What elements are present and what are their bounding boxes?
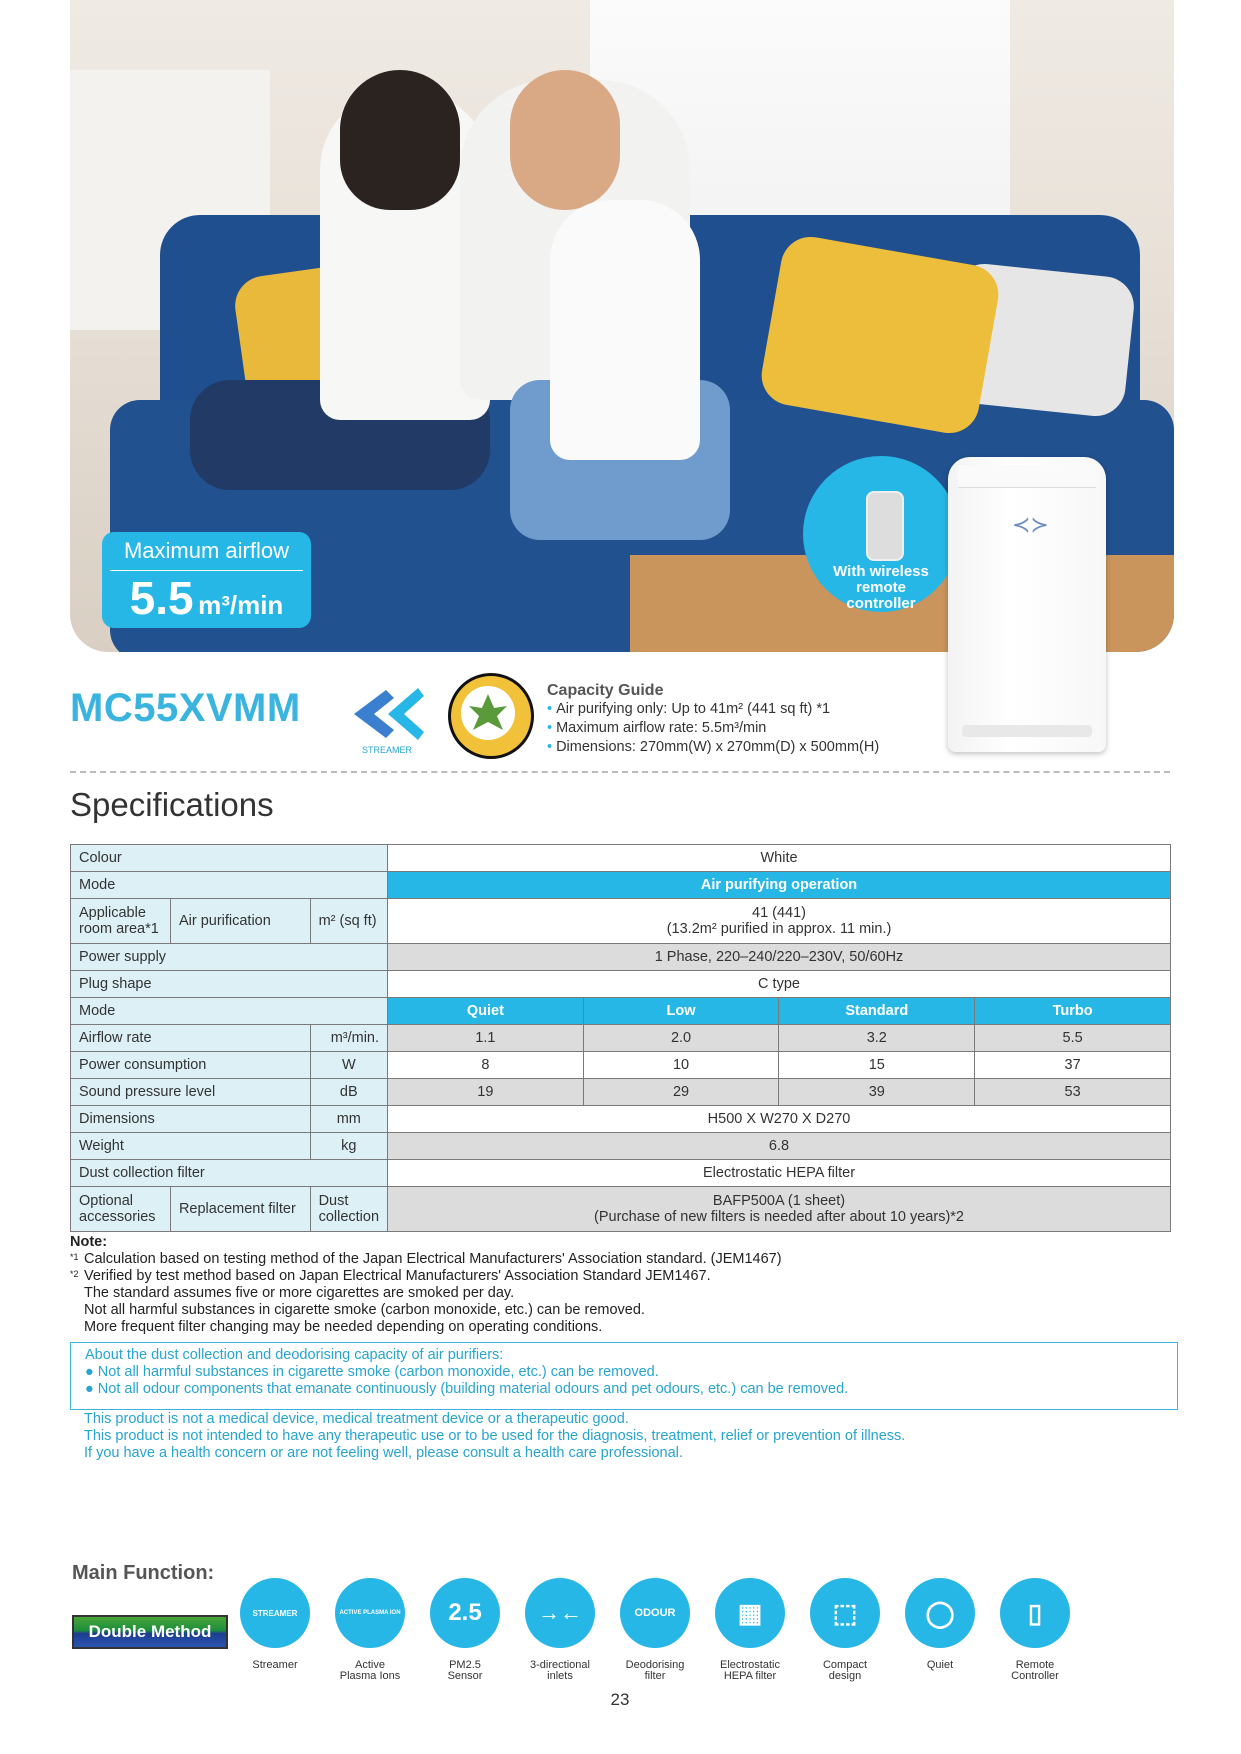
disclaimer-line: This product is not a medical device, medical treatment device or a therapeutic good.	[84, 1411, 629, 1427]
notes-title: Note:	[70, 1234, 108, 1250]
disclaimer-line: If you have a health concern or are not feeling well, please consult a health care professional.	[84, 1445, 683, 1461]
table-row	[71, 899, 1171, 944]
streamer-logo	[346, 676, 428, 756]
note-2-line: More frequent filter changing may be needed depending on operating conditions.	[84, 1319, 603, 1335]
table-row	[71, 1187, 1171, 1232]
feature-streamer	[225, 1578, 325, 1671]
row-unit: dB	[310, 1079, 387, 1106]
cell: 1.1	[388, 1025, 584, 1052]
dashed-divider	[70, 771, 1170, 773]
table-row	[71, 872, 1171, 899]
svg-text:STREAMER: STREAMER	[361, 745, 413, 755]
feature-electrostatic-hepa-filter	[700, 1578, 800, 1682]
remote-controller-icon: ▯	[1000, 1578, 1070, 1648]
row-unit: m² (sq ft)	[310, 899, 387, 944]
table-row	[71, 971, 1171, 998]
feature-compact-design	[795, 1578, 895, 1682]
row-value: 6.8	[388, 1133, 1171, 1160]
note-2-line: Not all harmful substances in cigarette smoke (carbon monoxide, etc.) can be removed.	[84, 1302, 645, 1318]
row-unit: m³/min.	[310, 1025, 387, 1052]
table-row	[71, 1106, 1171, 1133]
feature-quiet	[890, 1578, 990, 1671]
child	[550, 200, 700, 460]
feature-caption: Active Plasma Ions	[339, 1659, 401, 1682]
cell: 19	[388, 1079, 584, 1106]
row-sublabel: Replacement filter	[170, 1187, 310, 1232]
streamer-icon: STREAMER	[240, 1578, 310, 1648]
remote-text	[803, 564, 959, 612]
table-row	[71, 1052, 1171, 1079]
table-row	[71, 1160, 1171, 1187]
feature-caption: Compact design	[822, 1659, 868, 1682]
feature-remote-controller	[985, 1578, 1085, 1682]
dust-collection-notice	[70, 1342, 1178, 1410]
feature-caption: Deodorising filter	[625, 1659, 685, 1682]
remote-controller-bubble	[803, 456, 959, 612]
row-value	[388, 899, 1171, 944]
row-value: White	[388, 845, 1171, 872]
row-label: Dimensions	[71, 1106, 311, 1133]
note-1: *1 Calculation based on testing method of the Japan Electrical Manufacturers' Association standard. (JEM1467)	[70, 1251, 782, 1267]
specifications-table	[70, 844, 1171, 1232]
row-value: 1 Phase, 220–240/220–230V, 50/60Hz	[388, 944, 1171, 971]
table-row	[71, 1025, 1171, 1052]
remote-text-line: With wireless	[833, 563, 929, 580]
airflow-unit: m³/min	[198, 590, 284, 620]
notice-title: About the dust collection and deodorising capacity of air purifiers:	[85, 1347, 504, 1363]
max-airflow-badge	[102, 532, 311, 628]
row-sublabel: Dust collection	[310, 1187, 387, 1232]
feature-active-plasma-ions	[320, 1578, 420, 1682]
capacity-title: Capacity Guide	[547, 682, 664, 699]
remote-icon	[866, 491, 904, 561]
allergy-seal-icon	[448, 673, 534, 759]
mode-header: Quiet	[388, 998, 584, 1025]
notice-bullet: ● Not all odour components that emanate continuously (building material odours and pet odours, etc.) can be removed.	[85, 1381, 849, 1397]
table-row	[71, 845, 1171, 872]
row-label: Power supply	[71, 944, 388, 971]
hepa-filter-icon: ▦	[715, 1578, 785, 1648]
opt-value: BAFP500A (1 sheet)	[712, 1193, 846, 1209]
cell: 29	[583, 1079, 779, 1106]
row-label: Plug shape	[71, 971, 388, 998]
main-function-title: Main Function:	[72, 1562, 215, 1584]
cell: 39	[779, 1079, 975, 1106]
feature-caption: 3-directional inlets	[530, 1659, 590, 1682]
capacity-item: • Air purifying only: Up to 41m² (441 sq ft) *1	[547, 701, 831, 717]
model-name: MC55XVMM	[70, 686, 301, 730]
feature-caption: Quiet	[926, 1659, 954, 1671]
remote-text-line: remote	[855, 579, 907, 596]
table-row	[71, 998, 1171, 1025]
feature-caption: Electrostatic HEPA filter	[720, 1659, 780, 1682]
airflow-value-line	[102, 571, 311, 625]
inlets-icon: →←	[525, 1578, 595, 1648]
notice-bullet: ● Not all harmful substances in cigarette smoke (carbon monoxide, etc.) can be removed.	[85, 1364, 659, 1380]
feature-3-directional-inlets	[510, 1578, 610, 1682]
streamer-icon	[346, 676, 428, 756]
control-panel	[958, 465, 1096, 488]
disclaimer-line: This product is not intended to have any therapeutic use or to be used for the diagnosis, treatment, relief or prevention of illness.	[84, 1428, 906, 1444]
cell: 53	[975, 1079, 1171, 1106]
feature-pm25-sensor	[415, 1578, 515, 1682]
row-label: Airflow rate	[71, 1025, 311, 1052]
page-number: 23	[610, 1690, 630, 1709]
row-unit: mm	[310, 1106, 387, 1133]
airflow-label: Maximum airflow	[110, 538, 303, 571]
row-value	[388, 1187, 1171, 1232]
mode-header: Turbo	[975, 998, 1171, 1025]
note-2: *2 Verified by test method based on Japan Electrical Manufacturers' Association Standard JEM1467.	[70, 1268, 711, 1284]
streamer-logo-icon: ≺≻	[1012, 512, 1049, 537]
row-label: Dust collection filter	[71, 1160, 388, 1187]
specifications-heading: Specifications	[70, 786, 274, 823]
cell: 37	[975, 1052, 1171, 1079]
opt-value-note: (Purchase of new filters is needed after about 10 years)*2	[594, 1209, 964, 1225]
row-label: Power consumption	[71, 1052, 311, 1079]
capacity-item: • Dimensions: 270mm(W) x 270mm(D) x 500mm(H)	[547, 739, 880, 755]
capacity-guide	[547, 681, 879, 757]
room-value-note: (13.2m² purified in approx. 11 min.)	[666, 921, 892, 937]
room-value: 41 (441)	[752, 905, 807, 921]
cell: 5.5	[975, 1025, 1171, 1052]
compact-design-icon: ⬚	[810, 1578, 880, 1648]
note-2-line: The standard assumes five or more cigarettes are smoked per day.	[84, 1285, 515, 1301]
feature-caption: Streamer	[252, 1659, 298, 1671]
plasma-ion-icon: ACTIVE PLASMA ION	[335, 1578, 405, 1648]
air-purifier-product	[948, 457, 1106, 752]
table-row	[71, 1079, 1171, 1106]
mode-header: Standard	[779, 998, 975, 1025]
row-label: Colour	[71, 845, 388, 872]
leaf-icon	[461, 686, 515, 740]
row-label: Sound pressure level	[71, 1079, 311, 1106]
row-label: Applicable room area*1	[71, 899, 171, 944]
mode-header: Low	[583, 998, 779, 1025]
double-method-badge: Double Method	[72, 1615, 228, 1649]
row-sublabel: Air purification	[170, 899, 310, 944]
purifier-base	[962, 725, 1092, 737]
medical-disclaimer	[84, 1411, 905, 1462]
row-value: C type	[388, 971, 1171, 998]
father-head	[510, 70, 620, 210]
row-value: Air purifying operation	[388, 872, 1171, 899]
feature-caption: PM2.5 Sensor	[447, 1659, 483, 1682]
cell: 8	[388, 1052, 584, 1079]
row-value: Electrostatic HEPA filter	[388, 1160, 1171, 1187]
table-row	[71, 944, 1171, 971]
feature-caption: Remote Controller	[1011, 1659, 1059, 1682]
row-unit: kg	[310, 1133, 387, 1160]
row-label: Mode	[71, 998, 388, 1025]
odour-icon: ODOUR	[620, 1578, 690, 1648]
cell: 2.0	[583, 1025, 779, 1052]
row-label: Optional accessories	[71, 1187, 171, 1232]
airflow-value: 5.5	[129, 572, 194, 624]
row-unit: W	[310, 1052, 387, 1079]
cell: 10	[583, 1052, 779, 1079]
mother-head	[340, 70, 460, 210]
row-value: H500 X W270 X D270	[388, 1106, 1171, 1133]
cell: 3.2	[779, 1025, 975, 1052]
remote-text-line: controller	[846, 595, 916, 612]
quiet-icon: ◯	[905, 1578, 975, 1648]
capacity-item: • Maximum airflow rate: 5.5m³/min	[547, 720, 767, 736]
row-label: Weight	[71, 1133, 311, 1160]
table-row	[71, 1133, 1171, 1160]
row-label: Mode	[71, 872, 388, 899]
notes	[70, 1234, 782, 1336]
cell: 15	[779, 1052, 975, 1079]
feature-deodorising-filter	[605, 1578, 705, 1682]
pm25-sensor-icon: 2.5	[430, 1578, 500, 1648]
